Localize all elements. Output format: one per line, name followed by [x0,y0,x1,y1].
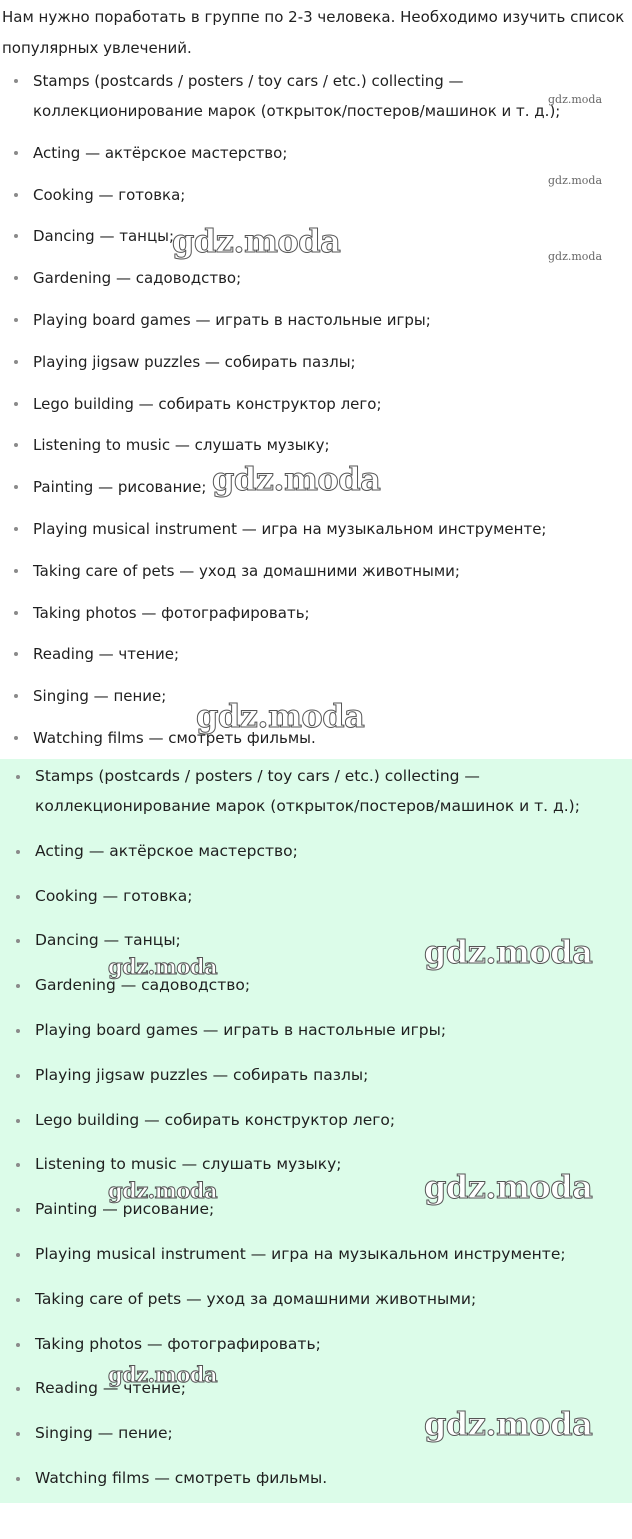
list-item [2,1463,630,1493]
watermark: gdz.moda [548,174,603,187]
bullet-icon [16,939,20,943]
list-item-text: Stamps (postcards / posters / toy cars / etc.) collecting — коллекционирование марок (открыток/постеров/машинок и т. д.); [35,767,580,815]
bullet-icon [14,485,18,489]
list-item [0,556,632,586]
list-item-text: Acting — актёрское мастерство; [33,143,288,162]
list-item-text: Painting — рисование; [35,1200,215,1219]
bullet-icon [16,1298,20,1302]
bullet-icon [16,1432,20,1436]
bullet-icon [16,1208,20,1212]
bullet-icon [16,895,20,899]
list-item-text: Lego building — собирать конструктор лего; [35,1110,396,1129]
list-item [0,723,632,753]
bullet-icon [14,611,18,615]
bullet-icon [14,234,18,238]
list-item [0,221,632,251]
watermark: gdz.moda [108,1362,218,1387]
list-item [0,263,632,293]
list-item [0,66,632,126]
list-item [0,472,632,502]
bullet-icon [14,151,18,155]
list-item [0,389,632,419]
list-item-text: Taking care of pets — уход за домашними животными; [33,561,460,580]
list-item [2,881,630,911]
watermark: gdz.moda [548,93,603,106]
watermark: gdz.moda [196,697,365,735]
list-item-text: Playing board games — играть в настольные игры; [33,310,431,329]
bullet-icon [16,1163,20,1167]
list-item-text: Playing musical instrument — игра на музыкальном инструменте; [33,519,547,538]
list-item [0,305,632,335]
watermark: gdz.moda [212,460,381,498]
list-item-text: Stamps (postcards / posters / toy cars / etc.) collecting — коллекционирование марок (открыток/постеров/машинок и т. д.); [33,72,561,120]
bullet-icon [14,318,18,322]
list-item [2,1239,630,1269]
list-item-text: Watching films — смотреть фильмы. [35,1468,328,1487]
list-item-text: Gardening — садоводство; [35,976,251,995]
bullet-icon [14,79,18,83]
bullet-icon [16,775,20,779]
bullet-icon [16,1074,20,1078]
bullet-icon [14,736,18,740]
list-item [2,1105,630,1135]
intro-text: Нам нужно поработать в группе по 2-3 человека. Необходимо изучить список популярных увлечений. [2,8,625,57]
bullet-icon [16,1253,20,1257]
hobby-list [0,66,632,765]
answer-block [0,759,632,1503]
bullet-icon [14,402,18,406]
list-item-text: Dancing — танцы; [35,931,181,950]
list-item-text: Taking photos — фотографировать; [35,1334,321,1353]
list-item-text: Painting — рисование; [33,478,207,497]
bullet-icon [14,652,18,656]
list-item [0,598,632,628]
list-item [0,430,632,460]
list-item [2,925,630,955]
list-item-text: Reading — чтение; [33,645,180,664]
watermark: gdz.moda [108,1178,218,1203]
list-item-text: Listening to music — слушать музыку; [33,436,330,455]
list-item-text: Playing jigsaw puzzles — собирать пазлы; [35,1065,369,1084]
bullet-icon [14,443,18,447]
watermark: gdz.moda [424,1405,593,1443]
list-item [2,1284,630,1314]
list-item-text: Taking photos — фотографировать; [33,603,310,622]
bullet-icon [16,1387,20,1391]
list-item [2,1015,630,1045]
list-item [0,681,632,711]
list-item [2,970,630,1000]
answer-hobby-list [2,761,630,1508]
list-item [2,761,630,821]
list-item [2,1373,630,1403]
list-item [2,1418,630,1448]
bullet-icon [14,276,18,280]
list-item-text: Lego building — собирать конструктор лего; [33,394,382,413]
list-item-text: Playing musical instrument — игра на музыкальном инструменте; [35,1244,566,1263]
watermark: gdz.moda [548,250,603,263]
watermark: gdz.moda [108,954,218,979]
list-item-text: Cooking — готовка; [35,886,193,905]
list-item-text: Watching films — смотреть фильмы. [33,728,316,747]
bullet-icon [16,850,20,854]
list-item [0,347,632,377]
bullet-icon [16,1477,20,1481]
watermark: gdz.moda [424,1168,593,1206]
list-item [0,138,632,168]
list-item-text: Taking care of pets — уход за домашними животными; [35,1289,477,1308]
list-item [0,514,632,544]
list-item-text: Gardening — садоводство; [33,269,242,288]
list-item-text: Singing — пение; [33,687,167,706]
list-item-text: Reading — чтение; [35,1379,186,1398]
bullet-icon [14,694,18,698]
bullet-icon [14,569,18,573]
list-item [2,836,630,866]
list-item [2,1329,630,1359]
list-item [2,1060,630,1090]
watermark: gdz.moda [172,222,341,260]
list-item-text: Listening to music — слушать музыку; [35,1155,342,1174]
list-item-text: Singing — пение; [35,1424,173,1443]
bullet-icon [16,1119,20,1123]
list-item [2,1194,630,1224]
bullet-icon [14,527,18,531]
bullet-icon [16,1343,20,1347]
bullet-icon [16,984,20,988]
list-item-text: Dancing — танцы; [33,227,175,246]
list-item [0,180,632,210]
bullet-icon [14,360,18,364]
list-item-text: Playing jigsaw puzzles — собирать пазлы; [33,352,356,371]
list-item-text: Cooking — готовка; [33,185,186,204]
list-item-text: Playing board games — играть в настольные игры; [35,1020,447,1039]
list-item [0,639,632,669]
watermark: gdz.moda [424,933,593,971]
list-item-text: Acting — актёрское мастерство; [35,841,298,860]
bullet-icon [16,1029,20,1033]
bullet-icon [14,193,18,197]
list-item [2,1149,630,1179]
